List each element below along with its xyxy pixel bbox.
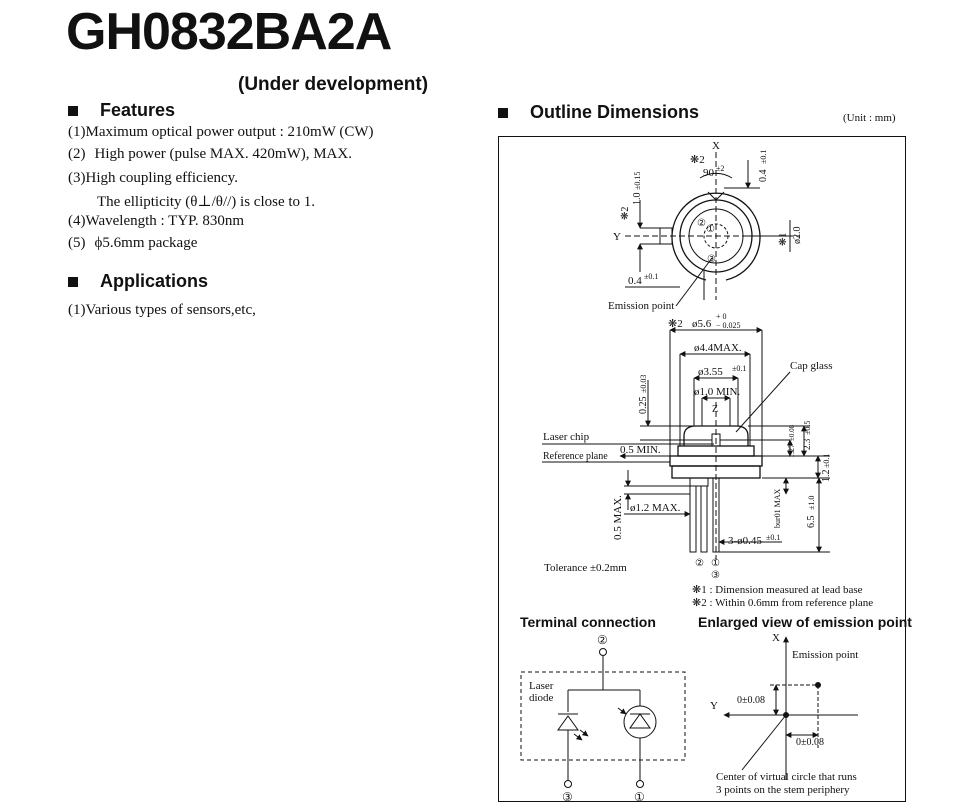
svg-text:Emission point: Emission point [608,300,675,312]
svg-text:±0.1: ±0.1 [644,272,659,281]
page-title: GH0832BA2A [66,3,392,61]
svg-text:− 0.025: − 0.025 [716,321,741,330]
svg-text:1.0: 1.0 [632,192,643,205]
svg-text:0.5 MAX.: 0.5 MAX. [612,495,624,540]
svg-text:3-ø0.45: 3-ø0.45 [728,535,762,547]
svg-text:±0.5: ±0.5 [803,420,812,435]
feature-item: (1)Maximum optical power output : 210mW (CW) [68,124,374,140]
svg-text:X: X [772,632,780,644]
laser-diode-symbol [558,716,578,730]
svg-text:0±0.08: 0±0.08 [796,737,824,748]
center-dot [783,712,789,718]
photodiode-symbol [624,706,656,738]
feature-item: (3)High coupling efficiency. [68,170,238,186]
svg-text:❋1: ❋1 [778,232,789,246]
svg-text:ø5.6: ø5.6 [692,318,712,330]
svg-text:+ 0: + 0 [716,312,727,321]
svg-text:③: ③ [707,254,716,265]
svg-text:❋2: ❋2 [668,318,683,330]
svg-text:0.4: 0.4 [628,275,642,287]
note-1: ❋1 : Dimension measured at lead base [692,584,863,596]
emission-point-dot [815,682,821,688]
svg-text:②: ② [597,633,608,647]
svg-text:±0.03: ±0.03 [639,374,648,393]
svg-text:6.5: 6.5 [806,515,817,528]
svg-text:0.25: 0.25 [638,396,649,414]
outline-heading-text: Outline Dimensions [530,102,700,122]
svg-text:±0.1: ±0.1 [759,149,768,164]
svg-text:①: ① [634,790,645,804]
lead-2 [690,486,696,552]
svg-text:ø4.4MAX.: ø4.4MAX. [694,342,742,354]
lead-base [690,478,708,486]
page-subtitle: (Under development) [238,74,429,95]
feature-item: (5) ϕ5.6mm package [68,235,198,251]
svg-text:Center of virtual circle that: Center of virtual circle that runs [716,771,857,783]
svg-text:0±0.08: 0±0.08 [737,695,765,706]
feature-item: (4)Wavelength : TYP. 830nm [68,213,245,229]
terminal-heading: Terminal connection [520,614,656,630]
svg-text:2.3: 2.3 [802,438,812,450]
enlarged-heading: Enlarged view of emission point [698,614,912,630]
svg-text:90: 90 [703,167,714,179]
svg-text:Y: Y [710,700,718,712]
svg-text:Laser chip: Laser chip [543,431,590,443]
svg-text:ø3.55: ø3.55 [698,366,723,378]
svg-text:±0.1: ±0.1 [766,533,781,542]
svg-text:Cap glass: Cap glass [790,360,833,372]
svg-text:Laser: Laser [529,680,554,692]
svg-text:1.27: 1.27 [787,444,796,458]
lead-3 [701,486,707,552]
svg-text:±0.08: ±0.08 [788,424,796,441]
center-leader [742,715,786,770]
svg-text:3 points on the stem periphery: 3 points on the stem periphery [716,784,850,796]
svg-text:①: ① [711,558,720,569]
svg-text:0.5 MIN.: 0.5 MIN. [620,444,661,456]
svg-text:diode: diode [529,692,554,704]
svg-text:Y: Y [613,231,621,243]
applications-heading-text: Applications [100,271,209,291]
svg-text:①: ① [706,224,715,235]
svg-text:±0.15: ±0.15 [633,171,642,190]
svg-text:❋2: ❋2 [620,206,631,220]
svg-text:②: ② [697,218,706,229]
tolerance-note: Tolerance ±0.2mm [544,562,627,574]
features-heading-text: Features [100,100,176,120]
unit-label: (Unit : mm) [843,112,896,124]
svg-text:③: ③ [562,790,573,804]
svg-text:±2: ±2 [716,164,725,173]
svg-text:1.2: 1.2 [821,469,832,482]
cap-glass-leader [736,372,790,432]
svg-text:Emission point: Emission point [792,649,859,661]
svg-text:❋2: ❋2 [690,154,705,166]
svg-text:③: ③ [711,570,720,581]
svg-text:ø1.2 MAX.: ø1.2 MAX. [630,502,681,514]
feature-item: The ellipticity (θ⊥/θ//) is close to 1. [97,194,316,210]
svg-text:Z: Z [712,404,719,415]
svg-text:bur01 MAX: bur01 MAX [773,488,782,528]
application-item: (1)Various types of sensors,etc, [68,302,256,318]
svg-text:Reference plane: Reference plane [543,451,608,462]
svg-text:ø1.0 MIN.: ø1.0 MIN. [694,386,741,398]
note-2: ❋2 : Within 0.6mm from reference plane [692,597,874,609]
svg-text:ø2.0: ø2.0 [792,226,803,244]
svg-text:±0.1: ±0.1 [822,453,831,468]
feature-item: (2) High power (pulse MAX. 420mW), MAX. [68,146,352,162]
x-axis-label: X [712,140,720,152]
svg-text:0.4: 0.4 [758,169,769,182]
svg-text:±0.1: ±0.1 [732,364,747,373]
svg-text:±1.0: ±1.0 [807,495,816,510]
svg-text:②: ② [695,558,704,569]
